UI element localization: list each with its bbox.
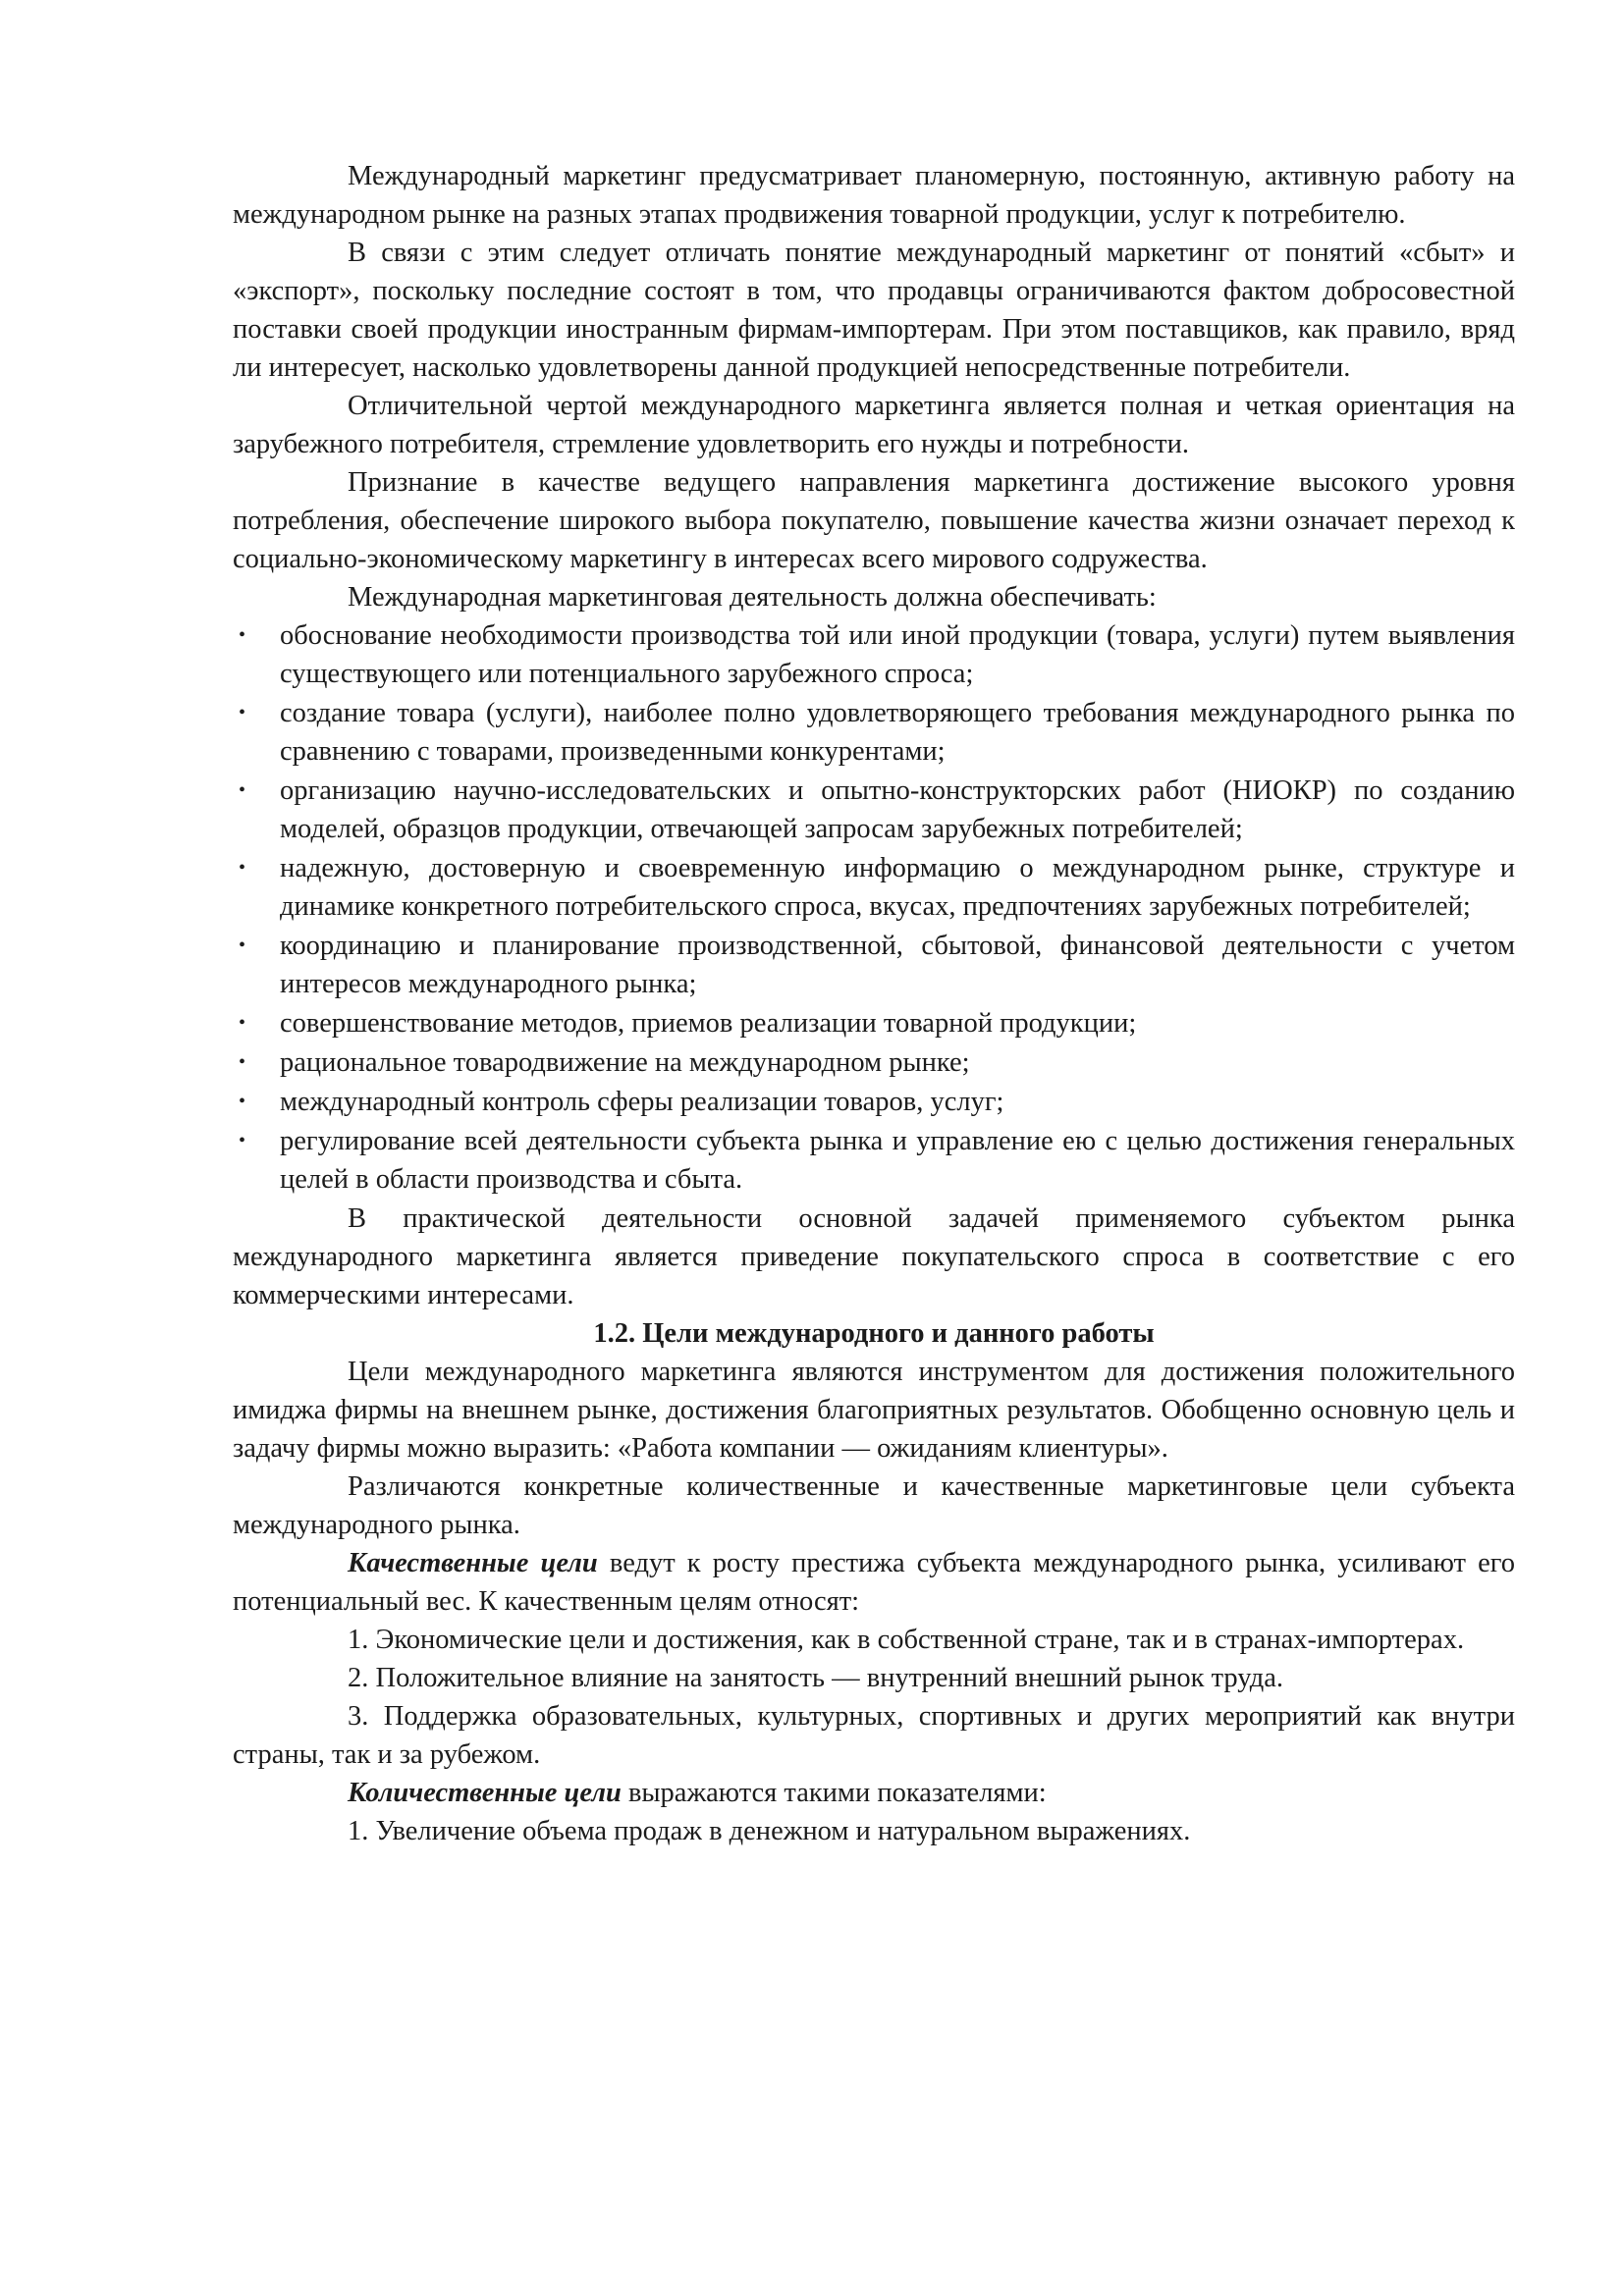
list-item-text: международный контроль сферы реализации товаров, услуг; — [280, 1087, 1004, 1117]
list-item-text: рациональное товародвижение на международном рынке; — [280, 1047, 970, 1078]
bullet-icon: • — [239, 1091, 246, 1112]
bullet-icon: • — [239, 1130, 246, 1151]
paragraph: Международная маркетинговая деятельность должна обеспечивать: — [348, 582, 1157, 613]
bullet-icon: • — [239, 702, 246, 723]
quantitative-goals-term: Количественные цели — [348, 1778, 622, 1808]
list-item — [233, 849, 1515, 926]
bullet-icon: • — [239, 1012, 246, 1034]
bullet-icon: • — [239, 1051, 246, 1073]
numbered-item: 1. Увеличение объема продаж в денежном и натуральном выражениях. — [348, 1816, 1191, 1846]
paragraph: Признание в качестве ведущего направления маркетинга достижение высокого уровня потребления, обеспечение широкого выбора покупателю, повышение качества жизни означает переход к социально-экономическому маркетингу в интересах всего мирового содружества. — [233, 467, 1515, 574]
quantitative-goals-paragraph — [233, 1774, 1515, 1812]
numbered-item: 1. Экономические цели и достижения, как в собственной стране, так и в странах-импортерах. — [348, 1625, 1465, 1655]
list-item — [233, 1083, 1515, 1121]
list-item-text: организацию научно-исследовательских и опытно-конструкторских работ (НИОКР) по созданию моделей, образцов продукции, отвечающей запросам зарубежных потребителей; — [280, 775, 1515, 844]
bullet-list — [233, 616, 1515, 1199]
paragraph: Различаются конкретные количественные и качественные маркетинговые цели субъекта международного рынка. — [233, 1471, 1515, 1540]
list-item-text: совершенствование методов, приемов реализации товарной продукции; — [280, 1008, 1137, 1039]
bullet-icon: • — [239, 779, 246, 801]
qualitative-goals-text: ведут к росту престижа субъекта международного рынка, усиливают его потенциальный вес. К качественным целям относят: — [233, 1548, 1515, 1617]
bullet-icon: • — [239, 934, 246, 956]
list-item — [233, 772, 1515, 848]
list-item — [233, 1043, 1515, 1082]
paragraph: Цели международного маркетинга являются инструментом для достижения положительного имиджа фирмы на внешнем рынке, достижения благоприятных результатов. Обобщенно основную цель и задачу фирмы можно выразить: «Работа компании — ожиданиям клиентуры». — [233, 1357, 1515, 1464]
paragraph: В практической деятельности основной задачей применяемого субъектом рынка международного маркетинга является приведение покупательского спроса в соответствие с его коммерческими интересами. — [233, 1203, 1515, 1310]
list-item-text: координацию и планирование производственной, сбытовой, финансовой деятельности с учетом интересов международного рынка; — [280, 931, 1515, 999]
section-heading: 1.2. Цели международного и данного работы — [593, 1318, 1155, 1349]
qualitative-goals-paragraph — [233, 1544, 1515, 1621]
quantitative-goals-text: выражаются такими показателями: — [621, 1778, 1047, 1808]
list-item-text: регулирование всей деятельности субъекта рынка и управление ею с целью достижения генеральных целей в области производства и сбыта. — [280, 1126, 1515, 1195]
list-item — [233, 927, 1515, 1003]
document-page — [233, 157, 1515, 1850]
bullet-icon: • — [239, 857, 246, 879]
list-item-text: создание товара (услуги), наиболее полно удовлетворяющего требования международного рынка по сравнению с товарами, произведенными конкурентами; — [280, 698, 1515, 767]
list-item — [233, 1122, 1515, 1199]
list-item-text: надежную, достоверную и своевременную информацию о международном рынке, структуре и динамике конкретного потребительского спроса, вкусах, предпочтениях зарубежных потребителей; — [280, 853, 1515, 922]
list-item — [233, 694, 1515, 771]
paragraph: В связи с этим следует отличать понятие международный маркетинг от понятий «сбыт» и «экспорт», поскольку последние состоят в том, что продавцы ограничиваются фактом добросовестной поставки своей продукции иностранным фирмам-импортерам. При этом поставщиков, как правило, вряд ли интересует, насколько удовлетворены данной продукцией непосредственные потребители. — [233, 238, 1515, 383]
list-item-text: обоснование необходимости производства той или иной продукции (товара, услуги) путем выявления существующего или потенциального зарубежного спроса; — [280, 620, 1515, 689]
list-item — [233, 1004, 1515, 1042]
list-item — [233, 616, 1515, 693]
paragraph: Отличительной чертой международного маркетинга является полная и четкая ориентация на зарубежного потребителя, стремление удовлетворить его нужды и потребности. — [233, 391, 1515, 459]
numbered-item: 3. Поддержка образовательных, культурных, спортивных и других мероприятий как внутри страны, так и за рубежом. — [233, 1701, 1515, 1770]
bullet-icon: • — [239, 624, 246, 646]
paragraph: Международный маркетинг предусматривает планомерную, постоянную, активную работу на международном рынке на разных этапах продвижения товарной продукции, услуг к потребителю. — [233, 161, 1515, 230]
numbered-item: 2. Положительное влияние на занятость — внутренний внешний рынок труда. — [348, 1663, 1283, 1693]
qualitative-goals-term: Качественные цели — [348, 1548, 598, 1578]
